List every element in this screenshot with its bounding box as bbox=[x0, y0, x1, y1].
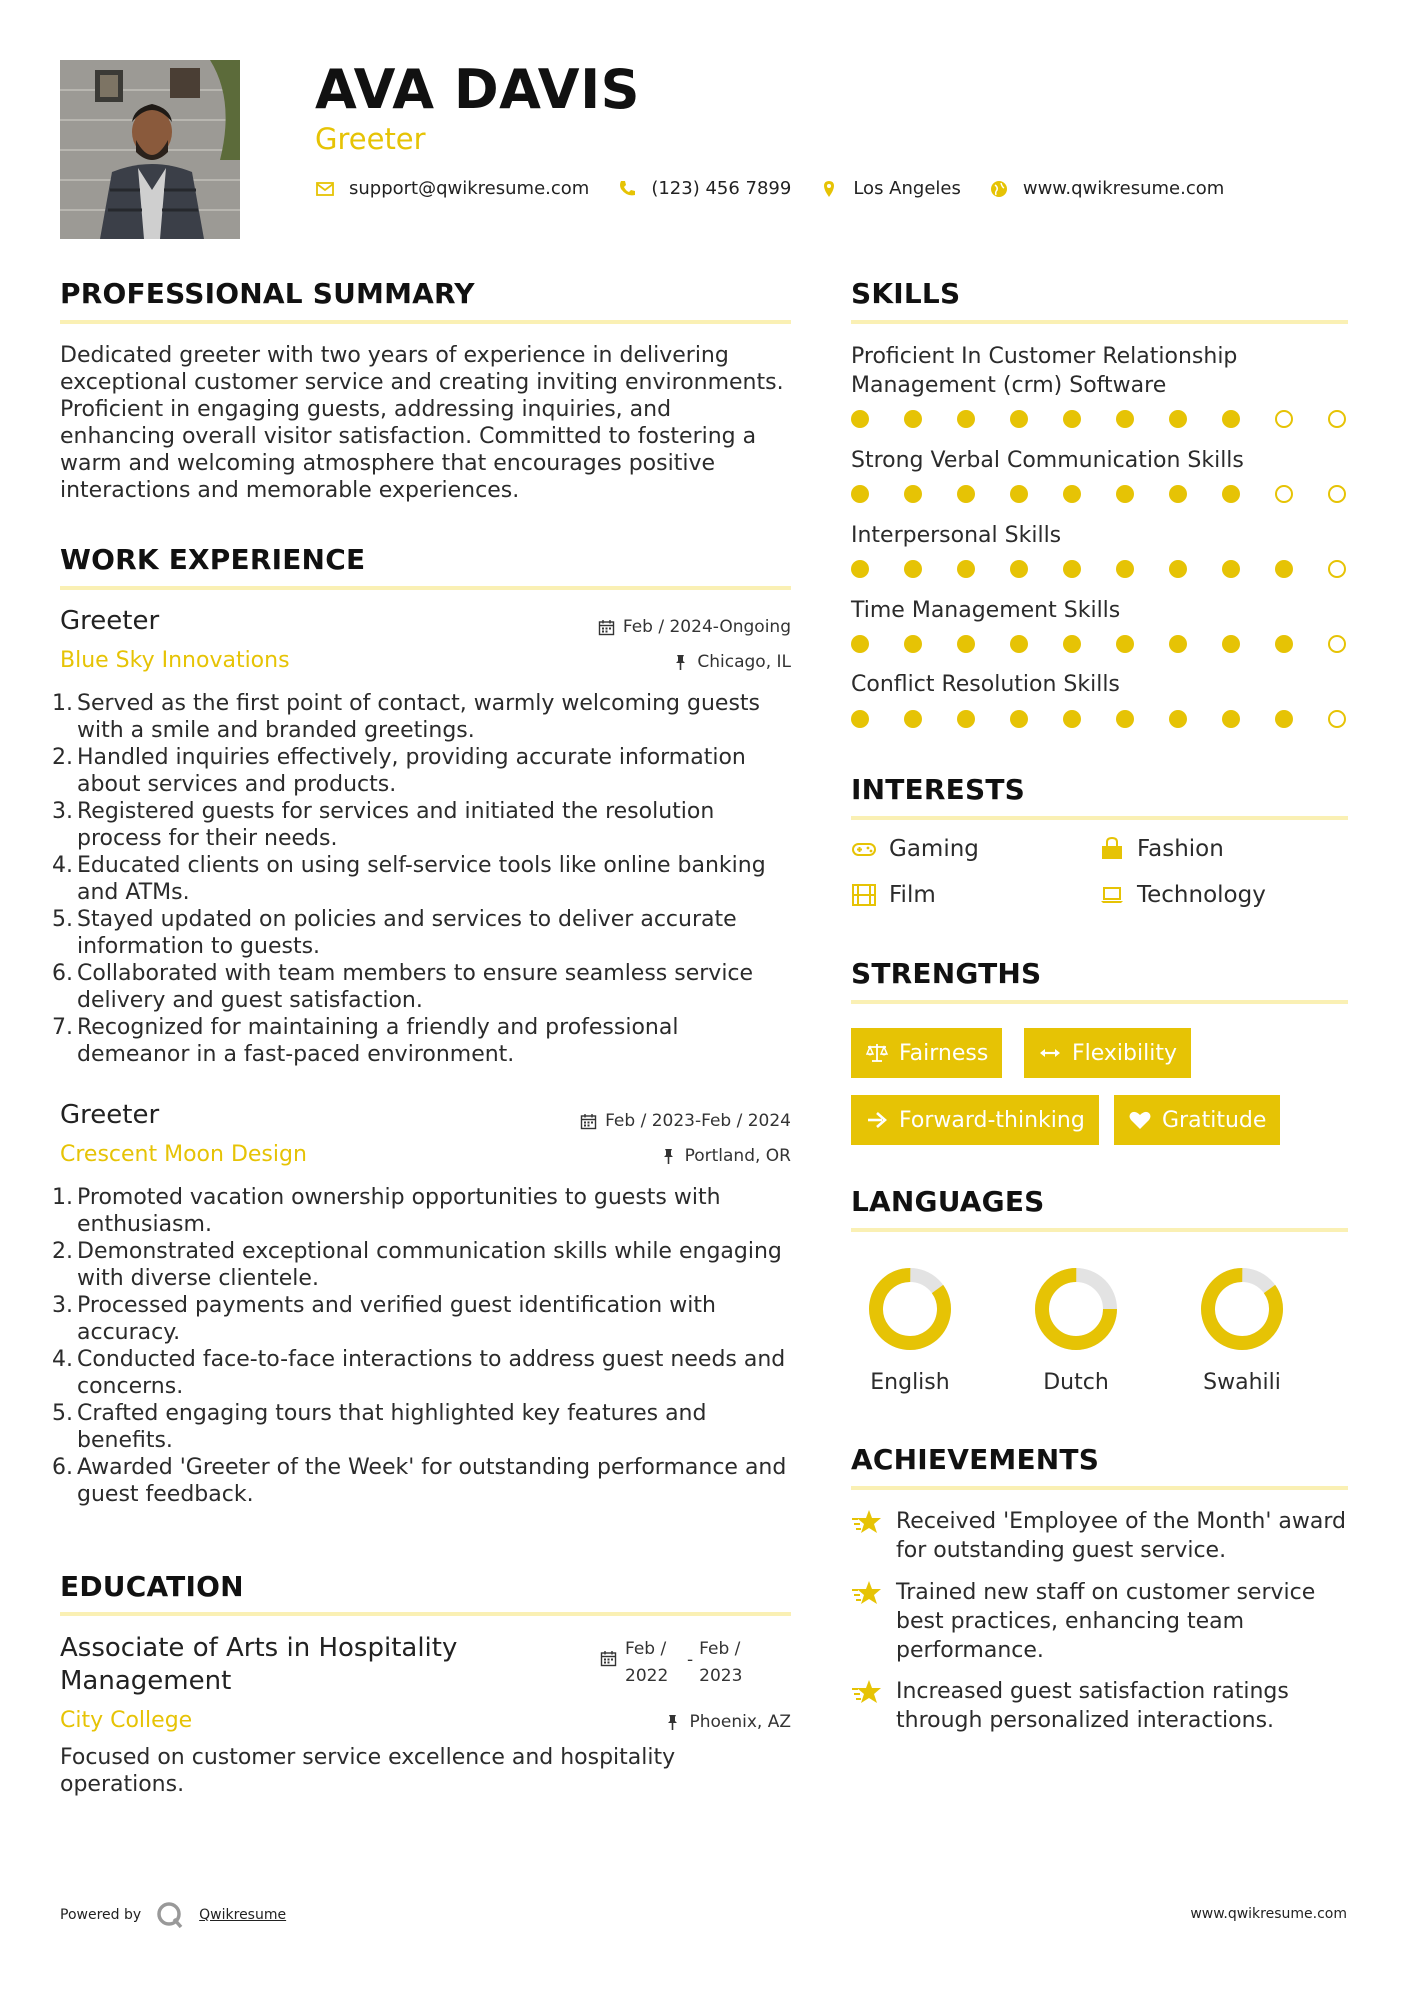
list-item: 4. Educated clients on using self-service tools like online banking and ATMs. bbox=[52, 853, 766, 905]
rating-dot-empty bbox=[1275, 410, 1293, 428]
shopping-bag-icon bbox=[1099, 836, 1125, 862]
school-name: City College bbox=[60, 1708, 193, 1733]
rating-dot-filled bbox=[957, 710, 975, 728]
arrow-right-icon bbox=[865, 1108, 889, 1132]
gamepad-icon bbox=[851, 836, 877, 862]
rating-dot-filled bbox=[1275, 710, 1293, 728]
rating-dot-filled bbox=[904, 410, 922, 428]
languages-heading: LANGUAGES bbox=[851, 1185, 1045, 1218]
education-location-text: Phoenix, AZ bbox=[689, 1712, 791, 1732]
qwikresume-link[interactable]: Qwikresume bbox=[199, 1907, 287, 1923]
skill-rating bbox=[851, 560, 1381, 578]
qwikresume-logo-icon bbox=[155, 1900, 185, 1930]
education-dates bbox=[600, 1636, 749, 1690]
interest-item: Film bbox=[851, 882, 936, 908]
list-item: 4. Conducted face-to-face interactions to address guest needs and concerns. bbox=[52, 1347, 786, 1399]
rating-dot-filled bbox=[1222, 485, 1240, 503]
job-location bbox=[660, 1146, 791, 1166]
section-divider bbox=[851, 1000, 1348, 1004]
calendar-icon bbox=[598, 619, 615, 636]
skill-rating bbox=[851, 635, 1381, 653]
skill-name: Strong Verbal Communication Skills bbox=[851, 448, 1244, 473]
company-name: Crescent Moon Design bbox=[60, 1142, 307, 1167]
rating-dot-empty bbox=[1328, 635, 1346, 653]
rating-dot-filled bbox=[1063, 560, 1081, 578]
rating-dot-filled bbox=[1169, 485, 1187, 503]
rating-dot-filled bbox=[1116, 485, 1134, 503]
footer-powered-by: Powered by Qwikresume bbox=[60, 1900, 286, 1930]
language-name: Dutch bbox=[1043, 1370, 1109, 1395]
job-location-text: Portland, OR bbox=[684, 1146, 791, 1166]
rating-dot-filled bbox=[1169, 560, 1187, 578]
ring-fill bbox=[863, 1264, 958, 1354]
achievement-item: Increased guest satisfaction ratings through personalized interactions. bbox=[851, 1677, 1351, 1735]
education-start: Feb / 2022 bbox=[625, 1639, 669, 1686]
pushpin-icon bbox=[660, 1148, 677, 1165]
balance-scale-icon bbox=[865, 1041, 889, 1065]
rating-dot-filled bbox=[904, 710, 922, 728]
rating-dot-filled bbox=[1063, 710, 1081, 728]
company-name: Blue Sky Innovations bbox=[60, 648, 290, 673]
job-duties-list bbox=[52, 690, 792, 1068]
section-divider bbox=[851, 816, 1348, 820]
strength-tag: Forward-thinking bbox=[851, 1095, 1099, 1145]
language-name: English bbox=[870, 1370, 950, 1395]
interest-item: Technology bbox=[1099, 882, 1266, 908]
list-item: 6. Awarded 'Greeter of the Week' for outstanding performance and guest feedback. bbox=[52, 1455, 787, 1507]
location-text: Los Angeles bbox=[853, 178, 961, 199]
candidate-name: AVA DAVIS bbox=[315, 58, 641, 121]
education-end: Feb / 2023 bbox=[699, 1639, 743, 1686]
star-icon bbox=[851, 1509, 883, 1535]
rating-dot-filled bbox=[1116, 560, 1134, 578]
skill-rating bbox=[851, 485, 1381, 503]
skill-name: Time Management Skills bbox=[851, 598, 1121, 623]
rating-dot-filled bbox=[851, 410, 869, 428]
job-duties-list bbox=[52, 1184, 792, 1508]
strength-tag: Gratitude bbox=[1114, 1095, 1280, 1145]
rating-dot-filled bbox=[1222, 635, 1240, 653]
rating-dot-filled bbox=[1169, 710, 1187, 728]
list-item: 1. Promoted vacation ownership opportunities to guests with enthusiasm. bbox=[52, 1185, 721, 1237]
star-icon bbox=[851, 1679, 883, 1705]
phone-number[interactable]: (123) 456 7899 bbox=[651, 178, 792, 199]
rating-dot-filled bbox=[904, 485, 922, 503]
interest-item: Fashion bbox=[1099, 836, 1224, 862]
rating-dot-filled bbox=[1275, 635, 1293, 653]
contact-bar bbox=[315, 178, 1252, 199]
job-dates bbox=[580, 1111, 791, 1131]
globe-icon bbox=[989, 179, 1009, 199]
rating-dot-filled bbox=[957, 485, 975, 503]
rating-dot-filled bbox=[957, 635, 975, 653]
rating-dot-empty bbox=[1328, 710, 1346, 728]
education-heading: EDUCATION bbox=[60, 1570, 244, 1603]
rating-dot-filled bbox=[1010, 560, 1028, 578]
interest-item: Gaming bbox=[851, 836, 979, 862]
email-link[interactable]: support@qwikresume.com bbox=[349, 178, 590, 199]
rating-dot-filled bbox=[904, 560, 922, 578]
achievement-item: Received 'Employee of the Month' award for outstanding guest service. bbox=[851, 1507, 1351, 1565]
list-item: 7. Recognized for maintaining a friendly and professional demeanor in a fast-paced environment. bbox=[52, 1015, 679, 1067]
language-name: Swahili bbox=[1203, 1370, 1281, 1395]
rating-dot-empty bbox=[1328, 485, 1346, 503]
job-title: Greeter bbox=[60, 606, 160, 636]
rating-dot-filled bbox=[1169, 635, 1187, 653]
list-item: 6. Collaborated with team members to ensure seamless service delivery and guest satisfaction. bbox=[52, 961, 754, 1013]
rating-dot-filled bbox=[904, 635, 922, 653]
skill-rating bbox=[851, 710, 1381, 728]
rating-dot-filled bbox=[1169, 410, 1187, 428]
rating-dot-filled bbox=[1116, 635, 1134, 653]
rating-dot-filled bbox=[1222, 710, 1240, 728]
language-proficiency-ring bbox=[830, 1264, 990, 1354]
education-description: Focused on customer service excellence and hospitality operations. bbox=[60, 1745, 676, 1797]
profile-photo bbox=[60, 60, 240, 239]
section-divider bbox=[60, 586, 791, 590]
phone-icon bbox=[617, 179, 637, 199]
education-location bbox=[664, 1712, 791, 1732]
job-dates-text: Feb / 2024-Ongoing bbox=[622, 617, 791, 637]
rating-dot-filled bbox=[1222, 410, 1240, 428]
language-proficiency-ring bbox=[996, 1264, 1156, 1354]
rating-dot-filled bbox=[1275, 560, 1293, 578]
section-divider bbox=[851, 1486, 1348, 1490]
candidate-role: Greeter bbox=[315, 122, 426, 156]
list-item: 2. Handled inquiries effectively, providing accurate information about services and products. bbox=[52, 745, 746, 797]
rating-dot-filled bbox=[1010, 710, 1028, 728]
arrows-horizontal-icon bbox=[1038, 1041, 1062, 1065]
calendar-icon bbox=[600, 1650, 617, 1667]
skill-name: Proficient In Customer Relationship Management (crm) Software bbox=[851, 344, 1238, 398]
summary-heading: PROFESSIONAL SUMMARY bbox=[60, 277, 475, 310]
degree-name: Associate of Arts in Hospitality Management bbox=[60, 1633, 458, 1696]
skill-name: Interpersonal Skills bbox=[851, 523, 1062, 548]
section-divider bbox=[60, 1612, 791, 1616]
section-divider bbox=[60, 320, 791, 324]
job-dates-text: Feb / 2023-Feb / 2024 bbox=[605, 1111, 791, 1131]
rating-dot-filled bbox=[1116, 710, 1134, 728]
rating-dot-filled bbox=[957, 560, 975, 578]
calendar-icon bbox=[580, 1113, 597, 1130]
rating-dot-filled bbox=[1063, 635, 1081, 653]
date-separator: - bbox=[687, 1650, 694, 1670]
list-item: 5. Crafted engaging tours that highlighted key features and benefits. bbox=[52, 1401, 707, 1453]
ring-fill bbox=[1195, 1264, 1290, 1354]
strength-tag: Fairness bbox=[851, 1028, 1002, 1078]
job-dates bbox=[598, 617, 791, 637]
rating-dot-filled bbox=[1010, 485, 1028, 503]
strength-tag: Flexibility bbox=[1024, 1028, 1191, 1078]
job-title: Greeter bbox=[60, 1100, 160, 1130]
skill-rating bbox=[851, 410, 1381, 428]
rating-dot-filled bbox=[1063, 485, 1081, 503]
list-item: 1. Served as the first point of contact, warmly welcoming guests with a smile and branded greetings. bbox=[52, 691, 761, 743]
list-item: 3. Registered guests for services and initiated the resolution process for their needs. bbox=[52, 799, 715, 851]
rating-dot-filled bbox=[1063, 410, 1081, 428]
rating-dot-filled bbox=[851, 485, 869, 503]
film-icon bbox=[851, 882, 877, 908]
website-link[interactable]: www.qwikresume.com bbox=[1022, 178, 1225, 199]
location-pin-icon bbox=[819, 179, 839, 199]
skills-heading: SKILLS bbox=[851, 277, 961, 310]
pushpin-icon bbox=[664, 1714, 681, 1731]
heart-icon bbox=[1128, 1108, 1152, 1132]
language-proficiency-ring bbox=[1162, 1264, 1322, 1354]
rating-dot-filled bbox=[1222, 560, 1240, 578]
strengths-heading: STRENGTHS bbox=[851, 957, 1042, 990]
rating-dot-empty bbox=[1328, 410, 1346, 428]
rating-dot-filled bbox=[1010, 635, 1028, 653]
achievement-item: Trained new staff on customer service best practices, enhancing team performance. bbox=[851, 1578, 1351, 1665]
pushpin-icon bbox=[672, 654, 689, 671]
section-divider bbox=[851, 320, 1348, 324]
rating-dot-filled bbox=[851, 560, 869, 578]
laptop-icon bbox=[1099, 882, 1125, 908]
footer-url[interactable]: www.qwikresume.com bbox=[1190, 1906, 1347, 1922]
rating-dot-filled bbox=[1116, 410, 1134, 428]
email-icon bbox=[315, 179, 335, 199]
achievements-heading: ACHIEVEMENTS bbox=[851, 1443, 1100, 1476]
interests-heading: INTERESTS bbox=[851, 773, 1025, 806]
rating-dot-empty bbox=[1275, 485, 1293, 503]
job-location-text: Chicago, IL bbox=[697, 652, 791, 672]
summary-text: Dedicated greeter with two years of experience in delivering exceptional customer service and creating inviting environments. Proficient in engaging guests, addressing inquiries, and enhancing overall visitor satisfaction. Committed to fostering a warm and welcoming atmosphere that encourages positive interactions and memorable experiences. bbox=[60, 343, 784, 503]
star-icon bbox=[851, 1580, 883, 1606]
list-item: 2. Demonstrated exceptional communication skills while engaging with diverse clientele. bbox=[52, 1239, 782, 1291]
experience-heading: WORK EXPERIENCE bbox=[60, 543, 366, 576]
rating-dot-filled bbox=[851, 635, 869, 653]
rating-dot-empty bbox=[1328, 560, 1346, 578]
job-location bbox=[672, 652, 791, 672]
rating-dot-filled bbox=[957, 410, 975, 428]
rating-dot-filled bbox=[1010, 410, 1028, 428]
rating-dot-filled bbox=[851, 710, 869, 728]
section-divider bbox=[851, 1228, 1348, 1232]
skill-name: Conflict Resolution Skills bbox=[851, 672, 1120, 697]
list-item: 3. Processed payments and verified guest identification with accuracy. bbox=[52, 1293, 716, 1345]
list-item: 5. Stayed updated on policies and services to deliver accurate information to guests. bbox=[52, 907, 737, 959]
